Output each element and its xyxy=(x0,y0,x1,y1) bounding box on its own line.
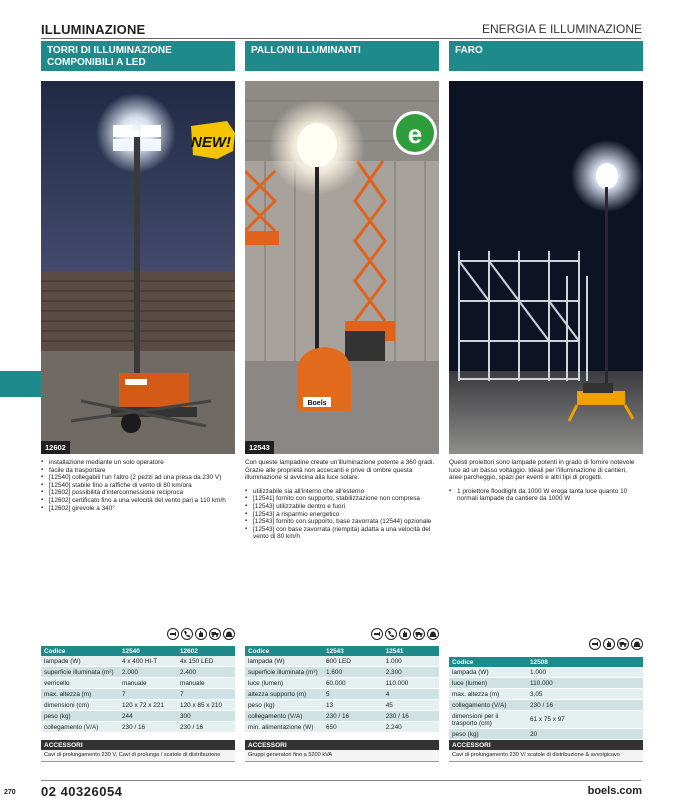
usage-icons xyxy=(589,638,643,650)
accessories-box xyxy=(245,740,439,762)
phone-icon xyxy=(385,628,397,640)
product-description xyxy=(449,459,643,503)
product-column-floodlight xyxy=(449,41,643,781)
feature-item: ▪ [12602] possibilità d'interconnessione reciproca xyxy=(41,489,235,497)
table-row: verricello manuale manuale xyxy=(41,678,235,689)
truck-icon xyxy=(617,638,629,650)
svg-text:NEW!: NEW! xyxy=(191,134,231,151)
helmet-icon xyxy=(631,638,643,650)
spec-table xyxy=(245,646,439,733)
truck-icon xyxy=(413,628,425,640)
table-header-row: Codice 12508 xyxy=(449,657,643,667)
phone-icon xyxy=(181,628,193,640)
feature-list xyxy=(245,488,439,541)
table-row: lampade (W) 4 x 400 HI-T 4x 150 LED xyxy=(41,656,235,667)
product-description xyxy=(245,459,439,541)
plug-icon xyxy=(371,628,383,640)
product-column-light-towers xyxy=(41,41,235,781)
column-header: PALLONI ILLUMINANTI xyxy=(245,41,439,71)
helmet-icon xyxy=(223,628,235,640)
feature-item: ▪ 1 proiettore floodlight da 1000 W eroga tanta luce quanto 10 normali lampade da cantiere da 1000 W xyxy=(449,488,643,503)
table-row: peso (kg) 244 300 xyxy=(41,711,235,722)
accessories-text: Gruppi generatori fino a 5200 kVA xyxy=(245,750,439,762)
table-row: dimensioni (cm) 120 x 72 x 221 120 x 85 x 210 xyxy=(41,700,235,711)
energy-badge xyxy=(393,111,437,155)
table-row: collegamento (V/A) 230 / 16 230 / 16 xyxy=(245,711,439,722)
new-badge xyxy=(191,121,235,159)
feature-item: ▪ utilizzabile sia all'interno che all'esterno xyxy=(245,488,439,496)
plug-icon xyxy=(167,628,179,640)
accessories-text: Cavi di prolungamento 230 V, Cavi di prolunga / scatole di distribuzione xyxy=(41,750,235,762)
feature-item: ▪ [12543] con base zavorrata (riempita) adatta a una velocità del vento di 80 km/h xyxy=(245,526,439,541)
hand-icon xyxy=(399,628,411,640)
spec-table xyxy=(449,657,643,740)
hand-icon xyxy=(603,638,615,650)
feature-item: ▪ [12543] fornito con supporto, base zavorrata (12544) opzionale xyxy=(245,518,439,526)
intro-text: Con queste lampadine create un'illuminazione potente a 360 gradi. Grazie alle proprietà non accecanti e prive di ombre questa illuminazione si avvicina alla luce solare. xyxy=(245,459,435,482)
feature-list xyxy=(449,488,643,503)
feature-item: ▪ [12543] utilizzabile dentro e fuori xyxy=(245,503,439,511)
section-title: ILLUMINAZIONE xyxy=(41,22,146,37)
product-photo xyxy=(245,81,439,454)
table-row: superficie illuminata (m²) 2.000 2.400 xyxy=(41,667,235,678)
table-header-row: Codice 12540 12602 xyxy=(41,646,235,656)
table-row: max. altezza (m) 7 7 xyxy=(41,689,235,700)
table-row: min. alimentazione (W) 650 2.240 xyxy=(245,722,439,733)
header-divider xyxy=(41,38,641,39)
feature-item: ▪ [12543] a risparmio energetico xyxy=(245,511,439,519)
product-description xyxy=(41,459,235,512)
usage-icons xyxy=(371,628,439,640)
svg-text:Boels: Boels xyxy=(307,400,327,407)
feature-item: ▪ [12540] collegabili l'un l'altro (2 pezzi ad una presa da 230 V) xyxy=(41,474,235,482)
website-link[interactable]: boels.com xyxy=(587,785,642,797)
table-row: peso (kg) 20 xyxy=(449,729,643,740)
table-header-row: Codice 12543 12541 xyxy=(245,646,439,656)
table-row: luce (lumen) 110.000 xyxy=(449,678,643,689)
section-side-tab xyxy=(0,371,41,397)
feature-list xyxy=(41,459,235,512)
column-header: FARO xyxy=(449,41,643,71)
feature-item: ▪ [12602] girevole a 340° xyxy=(41,505,235,513)
photo-code-tag: 12602 xyxy=(41,441,70,454)
table-row: lampada (W) 1.000 xyxy=(449,667,643,678)
feature-item: ▪ facile da trasportare xyxy=(41,467,235,475)
table-row: dimensioni per il trasporto (cm) 61 x 75 x 97 xyxy=(449,711,643,729)
footer-divider xyxy=(41,780,641,781)
intro-text: Questi proiettori sono lampade potenti in grado di fornire notevole luce ad un basso voltaggio. Ideali per l'illuminazione di cantieri, aree parcheggio, spazi per eventi e altri tipi di progetti. xyxy=(449,459,635,482)
hand-icon xyxy=(195,628,207,640)
table-row: altezza supporto (m) 5 4 xyxy=(245,689,439,700)
accessories-text: Cavi di prolungamento 230 V/ scatole di distribuzione & avvolgicavo xyxy=(449,750,643,762)
truck-icon xyxy=(209,628,221,640)
table-row: superficie illuminata (m²) 1.600 2.300 xyxy=(245,667,439,678)
page-number: 270 xyxy=(4,789,16,796)
svg-text:e: e xyxy=(407,119,423,149)
accessories-title: ACCESSORI xyxy=(41,740,235,750)
category-title: ENERGIA E ILLUMINAZIONE xyxy=(481,22,642,36)
phone-number: 02 40326054 xyxy=(41,784,123,799)
accessories-title: ACCESSORI xyxy=(449,740,643,750)
table-row: luce (lumen) 60.000 110.000 xyxy=(245,678,439,689)
feature-item: ▪ installazione mediante un solo operatore xyxy=(41,459,235,467)
accessories-box xyxy=(449,740,643,762)
helmet-icon xyxy=(427,628,439,640)
photo-code-tag: 12543 xyxy=(245,441,274,454)
table-row: peso (kg) 13 45 xyxy=(245,700,439,711)
column-header: TORRI DI ILLUMINAZIONE COMPONIBILI A LED xyxy=(41,41,235,71)
table-row: lampada (W) 600 LED 1.000 xyxy=(245,656,439,667)
spec-table xyxy=(41,646,235,733)
feature-item: ▪ [12541] fornito con supporto, stabilizzazione non compresa xyxy=(245,495,439,503)
accessories-title: ACCESSORI xyxy=(245,740,439,750)
table-row: max. altezza (m) 3,05 xyxy=(449,689,643,700)
accessories-box xyxy=(41,740,235,762)
product-photo xyxy=(41,81,235,454)
feature-item: ▪ [12602] certificato fino a una velocità del vento pari a 110 km/h xyxy=(41,497,235,505)
plug-icon xyxy=(589,638,601,650)
feature-item: ▪ [12540] stabile fino a raffiche di vento di 80 km/ora xyxy=(41,482,235,490)
product-photo xyxy=(449,81,643,454)
table-row: collegamento (V/A) 230 / 16 230 / 16 xyxy=(41,722,235,733)
table-row: collegamento (V/A) 230 / 16 xyxy=(449,700,643,711)
usage-icons xyxy=(167,628,235,640)
product-column-balloon-lights xyxy=(245,41,439,781)
